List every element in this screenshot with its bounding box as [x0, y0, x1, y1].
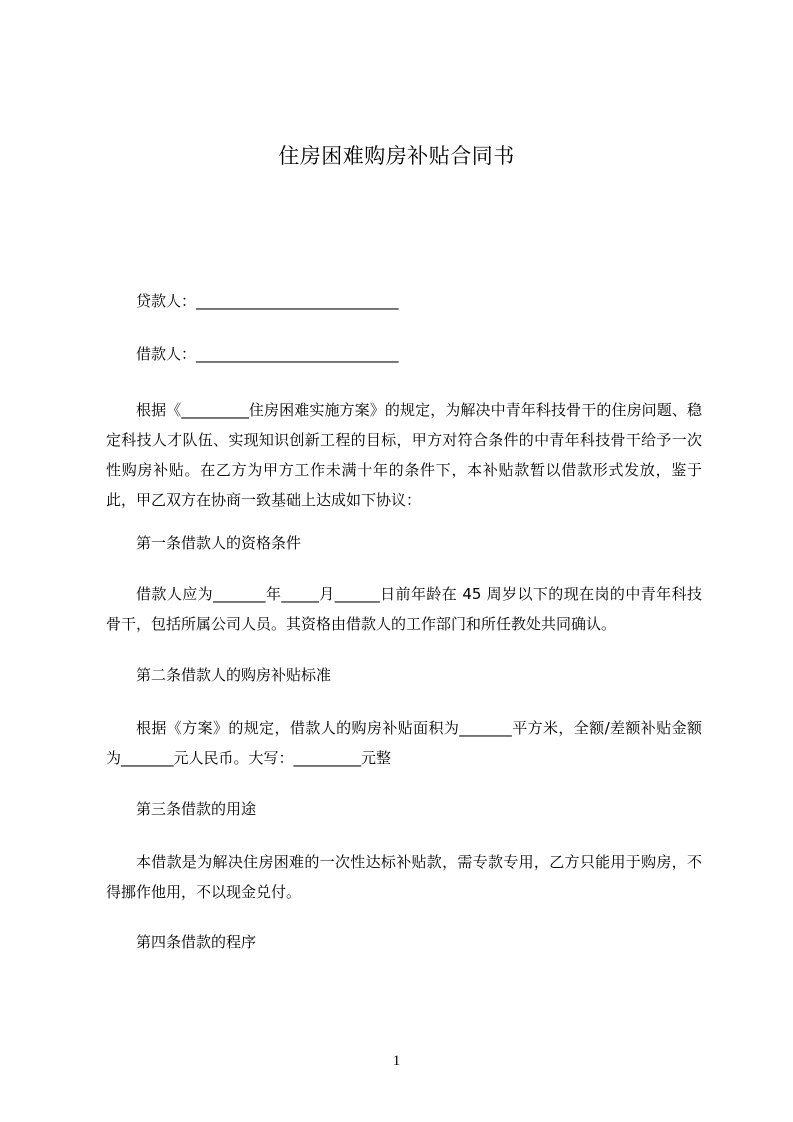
article4-heading: 第四条借款的程序 [136, 933, 257, 951]
borrower-line: 借款人：___________________________ [136, 345, 399, 363]
page-number: 1 [392, 1053, 401, 1069]
lender-line: 贷款人：___________________________ [136, 292, 399, 310]
document-title: 住房困难购房补贴合同书 [278, 144, 515, 168]
article3-heading: 第三条借款的用途 [136, 800, 257, 818]
intro-paragraph: 根据《_________住房困难实施方案》的规定，为解决中青年科技骨干的住房问题、稳定科技人才队伍、实现知识创新工程的目标，甲方对符合条件的中青年科技骨干给予一次性购房补贴。在乙方为甲方工作未满十年的条件下，本补贴款暂以借款形式发放，鉴于此，甲乙双方在协商一致基础上达成如下协议： [106, 401, 702, 509]
article1-body: 借款人应为_______年_____月______日前年龄在 45 周岁以下的现在岗的中青年科技骨干，包括所属公司人员。其资格由借款人的工作部门和所任教处共同确认。 [106, 585, 702, 633]
article1-heading: 第一条借款人的资格条件 [136, 534, 302, 552]
article2-heading: 第二条借款人的购房补贴标准 [136, 666, 332, 684]
article2-body: 根据《方案》的规定，借款人的购房补贴面积为_______平方米，全额/差额补贴金额为_______元人民币。大写：_________元整 [106, 719, 702, 767]
article3-body: 本借款是为解决住房困难的一次性达标补贴款，需专款专用，乙方只能用于购房，不得挪作他用，不以现金兑付。 [106, 853, 702, 901]
